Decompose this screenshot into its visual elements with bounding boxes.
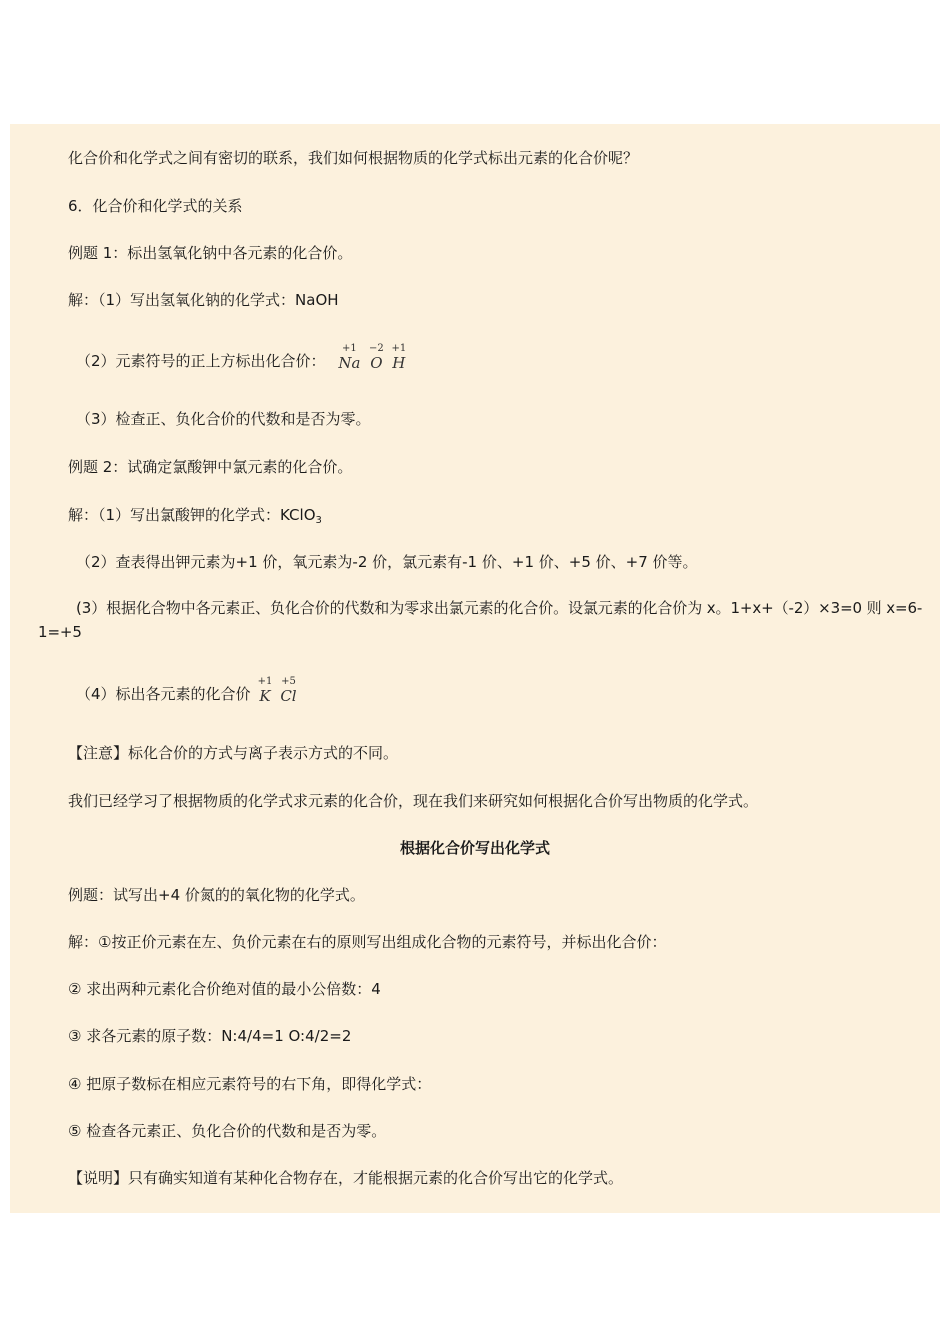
example3-step1: 解：①按正价元素在左、负价元素在右的原则写出组成化合物的元素符号，并标出化合价： <box>68 933 667 951</box>
example3-title: 例题：试写出+4 价氮的的氧化物的化学式。 <box>68 886 365 904</box>
element-cl: +5 Cl <box>280 676 297 705</box>
example3-step4: ④ 把原子数标在相应元素符号的右下角，即得化学式： <box>68 1075 432 1093</box>
example1-step1: 解：（1）写出氢氧化钠的化学式：NaOH <box>68 291 339 309</box>
subscript: 3 <box>315 515 322 526</box>
section-heading: 根据化合价写出化学式 <box>399 839 550 857</box>
element-h: +1 H <box>391 343 407 372</box>
naoh-valence-formula <box>338 343 410 373</box>
element-o: −2 O <box>368 343 384 372</box>
kclo3-valence-formula <box>257 676 301 706</box>
example2-title: 例题 2：试确定氯酸钾中氯元素的化合价。 <box>68 458 353 476</box>
example2-step4 <box>76 676 302 706</box>
section-title: 6．化合价和化学式的关系 <box>68 197 243 215</box>
remark: 【说明】只有确实知道有某种化合物存在，才能根据元素的化合价写出它的化学式。 <box>68 1169 624 1187</box>
example2-step4-text: （4）标出各元素的化合价 <box>76 685 251 703</box>
example1-title: 例题 1：标出氢氧化钠中各元素的化合价。 <box>68 244 353 262</box>
element-k: +1 K <box>257 676 273 705</box>
example1-step2-text: （2）元素符号的正上方标出化合价： <box>76 352 326 370</box>
example3-step3: ③ 求各元素的原子数：N:4/4=1 O:4/2=2 <box>68 1027 352 1045</box>
note: 【注意】标化合价的方式与离子表示方式的不同。 <box>68 744 399 762</box>
example1-step2 <box>76 343 410 373</box>
example1-step3: （3）检查正、负化合价的代数和是否为零。 <box>76 410 371 428</box>
transition-paragraph: 我们已经学习了根据物质的化学式求元素的化合价，现在我们来研究如何根据化合价写出物质的化学式。 <box>68 792 759 810</box>
example3-step5: ⑤ 检查各元素正、负化合价的代数和是否为零。 <box>68 1122 387 1140</box>
example3-step2: ② 求出两种元素化合价绝对值的最小公倍数：4 <box>68 980 381 998</box>
element-na: +1 Na <box>338 343 361 372</box>
intro-paragraph: 化合价和化学式之间有密切的联系，我们如何根据物质的化学式标出元素的化合价呢？ <box>68 149 639 167</box>
example2-step2: （2）查表得出钾元素为+1 价，氧元素为-2 价，氯元素有-1 价、+1 价、+5 价、+7 价等。 <box>76 553 698 571</box>
example2-step1: 解：（1）写出氯酸钾的化学式：KClO$_3$ <box>68 506 322 526</box>
content-panel <box>10 124 940 1213</box>
example2-step3: (3）根据化合物中各元素正、负化合价的代数和为零求出氯元素的化合价。设氯元素的化合价为 x。1+x+（-2）×3=0 则 x=6-1=+5 <box>38 599 923 641</box>
